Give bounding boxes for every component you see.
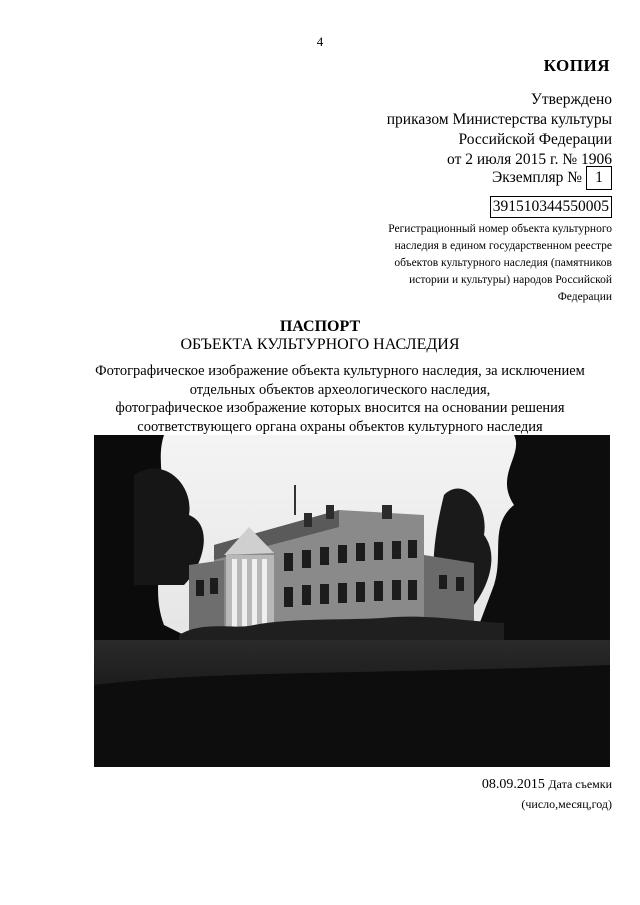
photo-caption	[60, 362, 620, 436]
shooting-date-format-note: (число,месяц,год)	[521, 797, 612, 811]
registration-note-line: истории и культуры) народов Российской	[409, 274, 612, 286]
approval-line: от 2 июля 2015 г. № 1906	[447, 151, 612, 168]
registration-note-line: объектов культурного наследия (памятников	[394, 257, 612, 269]
registration-number-box: 391510344550005	[490, 196, 612, 218]
photo-caption-line: отдельных объектов археологического наследия,	[189, 381, 491, 398]
approval-block	[387, 90, 612, 170]
shooting-date: 08.09.2015	[481, 777, 545, 792]
photo-caption-line: Фотографическое изображение объекта культурного наследия, за исключением	[95, 363, 585, 379]
registration-note	[342, 221, 612, 306]
manor-house-photo	[94, 435, 610, 767]
instance-label: Экземпляр №	[492, 169, 582, 186]
instance-line	[492, 166, 612, 190]
registration-note-line: Регистрационный номер объекта культурного	[388, 223, 612, 235]
approval-line: Утверждено	[530, 91, 612, 108]
instance-number-box: 1	[586, 166, 612, 190]
photo-caption-line: соответствующего органа охраны объектов культурного наследия	[137, 418, 543, 435]
registration-note-line: Федерации	[557, 291, 612, 303]
approval-line: приказом Министерства культуры	[386, 111, 612, 128]
photo-caption-line: фотографическое изображение которых вносится на основании решения	[115, 400, 565, 416]
document-subtitle: ОБЪЕКТА КУЛЬТУРНОГО НАСЛЕДИЯ	[180, 336, 460, 353]
shooting-date-line	[482, 777, 612, 793]
document-title: ПАСПОРТ	[279, 318, 361, 335]
copy-stamp: КОПИЯ	[543, 56, 610, 75]
page-number: 4	[316, 34, 324, 49]
shooting-date-label: Дата съемки	[548, 777, 612, 791]
registration-note-line: наследия в едином государственном реестре	[394, 240, 612, 252]
approval-line: Российской Федерации	[458, 131, 612, 148]
